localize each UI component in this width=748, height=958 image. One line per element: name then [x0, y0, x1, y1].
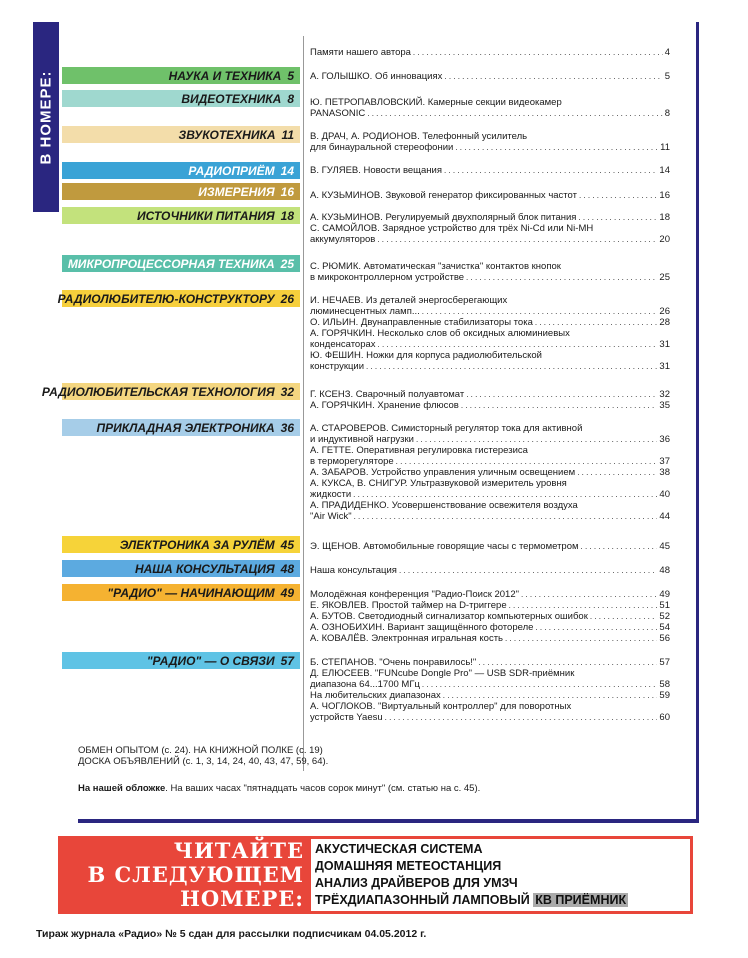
article-title: Ю. ПЕТРОПАВЛОВСКИЙ. Камерные секции видеокамер	[310, 97, 562, 108]
contents-line	[310, 71, 670, 82]
contents-entry	[310, 165, 670, 176]
contents-line	[310, 456, 670, 467]
contents-line	[310, 400, 670, 411]
leader-dots	[444, 165, 657, 176]
frame-bottom-line	[78, 819, 699, 823]
leader-dots	[353, 489, 657, 500]
next-item-highlight: КВ ПРИЁМНИК	[535, 893, 627, 907]
article-title: устройств Yaesu	[310, 712, 383, 723]
article-title: Б. СТЕПАНОВ. "Очень понравилось!"	[310, 657, 477, 668]
contents-line	[310, 190, 670, 201]
section-page: 5	[287, 68, 294, 83]
section-page: 8	[287, 91, 294, 106]
article-title: А. БУТОВ. Светодиодный сигнализатор компьютерных ошибок	[310, 611, 588, 622]
contents-line	[310, 234, 670, 245]
leader-dots	[466, 272, 657, 283]
section-page: 48	[280, 561, 294, 576]
side-label: В НОМЕРЕ:	[37, 69, 55, 165]
article-title: люминесцентных ламп...	[310, 306, 420, 317]
leader-dots	[590, 611, 658, 622]
section-page: 57	[280, 653, 294, 668]
leader-dots	[509, 600, 658, 611]
contents-line	[310, 600, 670, 611]
contents-line	[310, 434, 670, 445]
contents-entry	[310, 261, 670, 283]
article-title: А. ОЗНОБИХИН. Вариант защищённого фотореле	[310, 622, 534, 633]
contents-line	[310, 589, 670, 600]
section-title: МИКРОПРОЦЕССОРНАЯ ТЕХНИКА	[67, 256, 275, 271]
article-page: 14	[659, 165, 670, 176]
contents-line	[310, 339, 670, 350]
article-page: 25	[659, 272, 670, 283]
leader-dots	[505, 633, 657, 644]
leader-dots	[385, 712, 658, 723]
article-title: А. КУКСА, В. СНИГУР. Ультразвуковой измеритель уровня	[310, 478, 567, 489]
leader-dots	[579, 190, 657, 201]
article-title: Наша консультация	[310, 565, 397, 576]
article-page: 5	[664, 71, 670, 82]
section-title: ЭЛЕКТРОНИКА ЗА РУЛЁМ	[119, 537, 275, 552]
article-page: 11	[660, 142, 670, 153]
article-page: 51	[659, 600, 670, 611]
section-title: РАДИОЛЮБИТЕЛЮ-КОНСТРУКТОРУ	[57, 291, 275, 306]
section-band	[62, 162, 300, 179]
article-title: В. ГУЛЯЕВ. Новости вещания	[310, 165, 442, 176]
leader-dots	[422, 306, 658, 317]
contents-entry	[310, 47, 670, 58]
contents-line	[310, 622, 670, 633]
article-page: 31	[659, 361, 670, 372]
leader-dots	[466, 389, 657, 400]
contents-line	[310, 565, 670, 576]
section-page: 25	[280, 256, 294, 271]
section-page: 49	[280, 585, 294, 600]
contents-line	[310, 467, 670, 478]
article-page: 36	[659, 434, 670, 445]
contents-line	[310, 165, 670, 176]
article-title: Д. ЕЛЮСЕЕВ. "FUNcube Dongle Pro" — USB SDR-приёмник	[310, 668, 575, 679]
leader-dots	[521, 589, 657, 600]
article-page: 54	[659, 622, 670, 633]
article-title: С. САМОЙЛОВ. Зарядное устройство для трёх Ni-Cd или Ni-MH	[310, 223, 594, 234]
section-title: ИСТОЧНИКИ ПИТАНИЯ	[137, 208, 275, 223]
contents-line	[310, 389, 670, 400]
article-page: 26	[659, 306, 670, 317]
article-title: конденсаторах	[310, 339, 376, 350]
section-band	[62, 90, 300, 107]
section-page: 32	[280, 384, 294, 399]
section-page: 11	[281, 127, 294, 142]
article-title: А. ГОРЯЧКИН. Хранение флюсов	[310, 400, 459, 411]
article-title: О. ИЛЬИН. Двунаправленные стабилизаторы тока	[310, 317, 533, 328]
leader-dots	[378, 339, 658, 350]
next-issue-banner	[58, 836, 693, 914]
article-page: 31	[659, 339, 670, 350]
contents-line	[310, 328, 670, 339]
article-title: Молодёжная конференция "Радио-Поиск 2012"	[310, 589, 519, 600]
section-title: ЗВУКОТЕХНИКА	[178, 127, 276, 142]
article-page: 20	[659, 234, 670, 245]
article-page: 16	[659, 190, 670, 201]
article-title: диапазона 64...1700 МГц	[310, 679, 420, 690]
leader-dots	[578, 212, 657, 223]
contents-line	[310, 712, 670, 723]
cover-text: . На ваших часах "пятнадцать часов сорок минут" (см. статью на с. 45).	[165, 783, 481, 794]
heading-line-2: В СЛЕДУЮЩЕМ	[87, 862, 304, 887]
leader-dots	[377, 234, 657, 245]
section-title: "РАДИО" — О СВЯЗИ	[146, 653, 275, 668]
section-page: 16	[280, 184, 294, 199]
section-title: ВИДЕОТЕХНИКА	[181, 91, 282, 106]
article-title: А. ЗАБАРОВ. Устройство управления уличным освещением	[310, 467, 576, 478]
note-board: ДОСКА ОБЪЯВЛЕНИЙ (с. 1, 3, 14, 24, 40, 43, 47, 59, 64).	[78, 756, 329, 767]
circulation-footer: Тираж журнала «Радио» № 5 сдан для рассылки подписчикам 04.05.2012 г.	[36, 928, 427, 940]
section-band	[62, 183, 300, 200]
article-page: 28	[659, 317, 670, 328]
section-page: 14	[280, 163, 294, 178]
next-item-last	[315, 892, 690, 909]
contents-line	[310, 611, 670, 622]
section-title: ПРИКЛАДНАЯ ЭЛЕКТРОНИКА	[96, 420, 275, 435]
leader-dots	[413, 47, 663, 58]
contents-entry	[310, 565, 670, 576]
section-title: РАДИОЛЮБИТЕЛЬСКАЯ ТЕХНОЛОГИЯ	[41, 384, 275, 399]
article-page: 57	[659, 657, 670, 668]
article-page: 48	[659, 565, 670, 576]
leader-dots	[399, 565, 657, 576]
contents-entry	[310, 541, 670, 552]
note-cover	[78, 783, 480, 794]
heading-line-1: ЧИТАЙТЕ	[173, 838, 304, 863]
section-band	[62, 255, 300, 272]
leader-dots	[396, 456, 658, 467]
article-title: Э. ЩЕНОВ. Автомобильные говорящие часы с термометром	[310, 541, 579, 552]
contents-line	[310, 489, 670, 500]
section-band	[62, 536, 300, 553]
contents-line	[310, 668, 670, 679]
note-exchange: ОБМЕН ОПЫТОМ (с. 24). НА КНИЖНОЙ ПОЛКЕ (с. 19)	[78, 745, 323, 756]
leader-dots	[422, 679, 658, 690]
contents-entry	[310, 131, 670, 153]
article-title: А. КОВАЛЁВ. Электронная игральная кость	[310, 633, 504, 644]
contents-line	[310, 131, 670, 142]
article-title: А. ГЕТТЕ. Оперативная регулировка гистерезиса	[310, 445, 528, 456]
article-page: 60	[659, 712, 670, 723]
section-page: 18	[280, 208, 294, 223]
contents-line	[310, 212, 670, 223]
section-band	[62, 207, 300, 224]
heading-line-3: НОМЕРЕ:	[180, 886, 304, 911]
article-title: С. РЮМИК. Автоматическая "зачистка" контактов кнопок	[310, 261, 561, 272]
article-page: 49	[659, 589, 670, 600]
article-page: 45	[659, 541, 670, 552]
article-title: Г. КСЕНЗ. Сварочный полуавтомат	[310, 389, 465, 400]
article-page: 37	[659, 456, 670, 467]
next-issue-heading	[58, 836, 308, 914]
section-page: 26	[280, 291, 294, 306]
contents-entry	[310, 657, 670, 723]
contents-line	[310, 108, 670, 119]
contents-entry	[310, 212, 670, 245]
leader-dots	[581, 541, 658, 552]
article-page: 59	[659, 690, 670, 701]
section-page: 45	[280, 537, 294, 552]
next-item: АНАЛИЗ ДРАЙВЕРОВ ДЛЯ УМЗЧ	[315, 876, 518, 890]
section-page: 36	[280, 420, 294, 435]
contents-line	[310, 142, 670, 153]
contents-line	[310, 633, 670, 644]
article-title: А. ЧОГЛОКОВ. "Виртуальный контроллер" для поворотных	[310, 701, 572, 712]
article-title: В. ДРАЧ, А. РОДИОНОВ. Телефонный усилитель	[310, 131, 528, 142]
next-item-last-text: ТРЁХДИАПАЗОННЫЙ ЛАМПОВЫЙ	[315, 893, 530, 907]
article-page: 8	[664, 108, 670, 119]
leader-dots	[535, 317, 658, 328]
contents-line	[310, 47, 670, 58]
contents-line	[310, 690, 670, 701]
contents-line	[310, 317, 670, 328]
section-title: "РАДИО" — НАЧИНАЮЩИМ	[107, 585, 275, 600]
contents-line	[310, 445, 670, 456]
contents-line	[310, 478, 670, 489]
section-band	[62, 560, 300, 577]
contents-line	[310, 97, 670, 108]
next-item: АКУСТИЧЕСКАЯ СИСТЕМА	[315, 842, 483, 856]
leader-dots	[535, 622, 657, 633]
article-page: 18	[659, 212, 670, 223]
section-band	[41, 383, 300, 400]
contents-entry	[310, 97, 670, 119]
article-title: и индуктивной нагрузки	[310, 434, 414, 445]
article-title: И. НЕЧАЕВ. Из деталей энергосберегающих	[310, 295, 508, 306]
contents-line	[310, 261, 670, 272]
section-title: ИЗМЕРЕНИЯ	[198, 184, 275, 199]
leader-dots	[461, 400, 658, 411]
article-page: 40	[659, 489, 670, 500]
article-page: 32	[659, 389, 670, 400]
article-page: 44	[659, 511, 670, 522]
article-title: Е. ЯКОВЛЕВ. Простой таймер на D-триггере	[310, 600, 507, 611]
contents-line	[310, 500, 670, 511]
article-title: А. ПРАДИДЕНКО. Усовершенствование освежителя воздуха	[310, 500, 578, 511]
frame-right-line	[696, 22, 699, 822]
leader-dots	[455, 142, 658, 153]
contents-entry	[310, 423, 670, 522]
article-title: На любительских диапазонах	[310, 690, 441, 701]
next-issue-items	[308, 836, 693, 914]
contents-line	[310, 350, 670, 361]
leader-dots	[367, 108, 662, 119]
article-title: в микроконтроллерном устройстве	[310, 272, 465, 283]
next-item: ДОМАШНЯЯ МЕТЕОСТАНЦИЯ	[315, 859, 502, 873]
contents-line	[310, 295, 670, 306]
contents-entry	[310, 389, 670, 411]
section-band	[62, 67, 300, 84]
leader-dots	[354, 511, 658, 522]
contents-line	[310, 306, 670, 317]
article-title: конструкции	[310, 361, 365, 372]
contents-entry	[310, 589, 670, 644]
contents-line	[310, 272, 670, 283]
section-band	[62, 584, 300, 601]
contents-line	[310, 701, 670, 712]
section-title: НАУКА И ТЕХНИКА	[168, 68, 282, 83]
contents-entry	[310, 295, 670, 372]
leader-dots	[478, 657, 657, 668]
leader-dots	[443, 690, 658, 701]
contents-line	[310, 361, 670, 372]
article-title: для бинауральной стереофонии	[310, 142, 454, 153]
contents-line	[310, 679, 670, 690]
section-band	[62, 419, 300, 436]
leader-dots	[444, 71, 662, 82]
contents-entry	[310, 71, 670, 82]
section-band	[62, 126, 300, 143]
article-title: Памяти нашего автора	[310, 47, 411, 58]
leader-dots	[577, 467, 657, 478]
article-title: А. КУЗЬМИНОВ. Звуковой генератор фиксированных частот	[310, 190, 577, 201]
contents-line	[310, 423, 670, 434]
section-title: РАДИОПРИЁМ	[188, 163, 275, 178]
article-title: А. КУЗЬМИНОВ. Регулируемый двухполярный блок питания	[310, 212, 577, 223]
contents-line	[310, 657, 670, 668]
article-page: 4	[664, 47, 670, 58]
article-title: "Air Wick"	[310, 511, 352, 522]
contents-line	[310, 223, 670, 234]
section-title: НАША КОНСУЛЬТАЦИЯ	[134, 561, 275, 576]
article-page: 56	[659, 633, 670, 644]
article-title: Ю. ФЕШИН. Ножки для корпуса радиолюбительской	[310, 350, 542, 361]
contents-line	[310, 511, 670, 522]
side-label-tab	[33, 22, 59, 212]
article-title: А. СТАРОВЕРОВ. Симисторный регулятор тока для активной	[310, 423, 583, 434]
article-title: А. ГОЛЫШКО. Об инновациях	[310, 71, 443, 82]
section-band	[57, 290, 300, 307]
article-page: 58	[659, 679, 670, 690]
article-title: А. ГОРЯЧКИН. Несколько слов об оксидных алюминиевых	[310, 328, 570, 339]
column-divider	[303, 36, 304, 771]
article-title: аккумуляторов	[310, 234, 376, 245]
article-page: 52	[659, 611, 670, 622]
article-page: 38	[659, 467, 670, 478]
cover-label: На нашей обложке	[78, 783, 166, 794]
article-title: PANASONIC	[310, 108, 366, 119]
article-title: в терморегуляторе	[310, 456, 394, 467]
contents-line	[310, 541, 670, 552]
leader-dots	[416, 434, 657, 445]
article-title: жидкости	[310, 489, 352, 500]
section-band	[62, 652, 300, 669]
article-page: 35	[659, 400, 670, 411]
leader-dots	[366, 361, 657, 372]
contents-entry	[310, 190, 670, 201]
